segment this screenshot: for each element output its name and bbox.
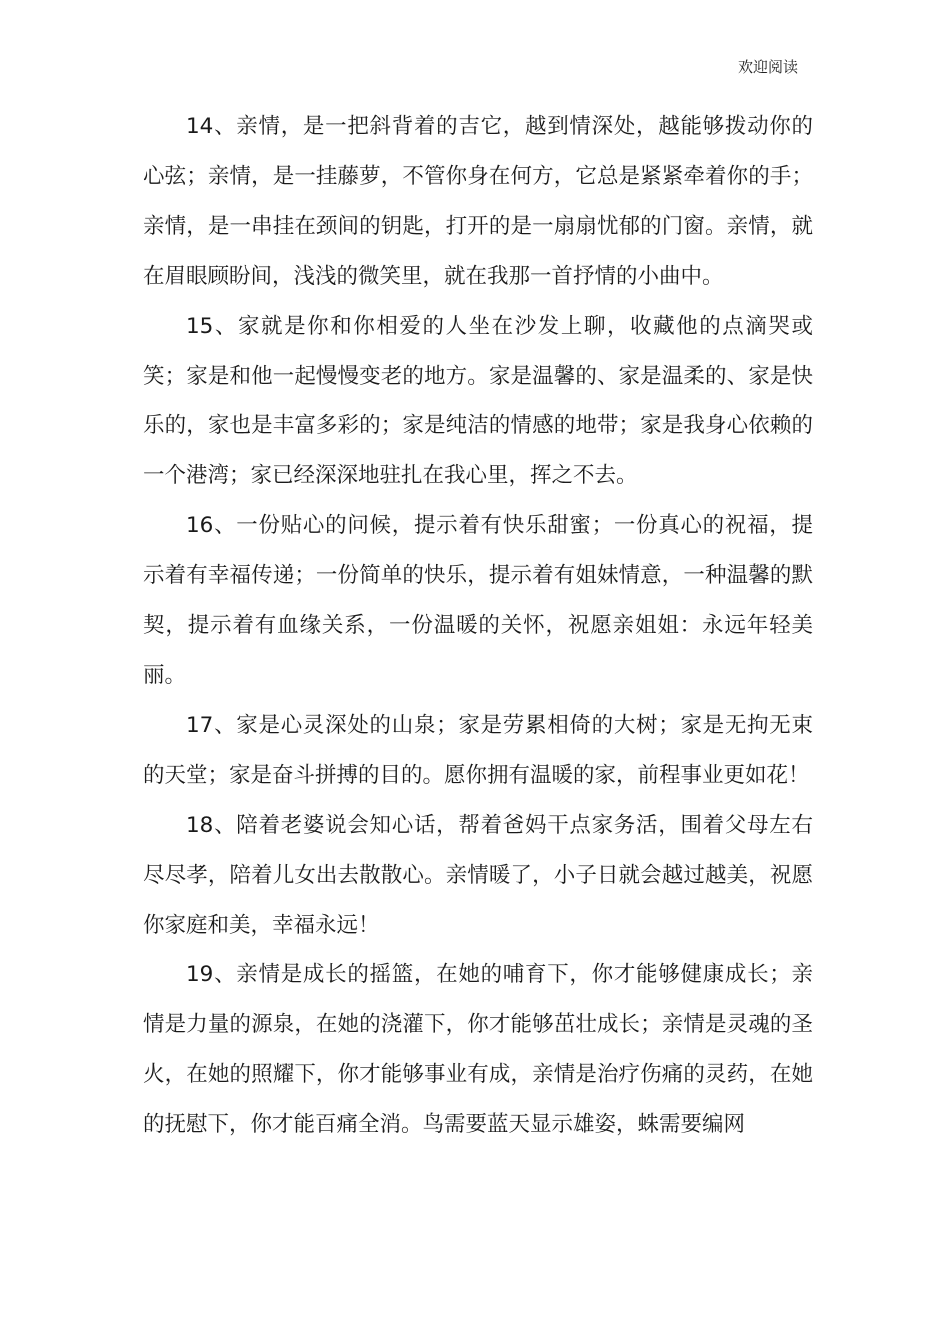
paragraph-17: 17、家是心灵深处的山泉；家是劳累相倚的大树；家是无拘无束的天堂；家是奋斗拼搏的目的。愿你拥有温暖的家，前程事业更如花！	[143, 712, 813, 788]
paragraph-18: 18、陪着老婆说会知心话，帮着爸妈干点家务活，围着父母左右尽尽孝，陪着儿女出去散散心。亲情暖了，小子日就会越过越美，祝愿你家庭和美，幸福永远！	[143, 812, 813, 938]
paragraph-14: 14、亲情，是一把斜背着的吉它，越到情深处，越能够拨动你的心弦；亲情，是一挂藤萝，不管你身在何方，它总是紧紧牵着你的手；亲情，是一串挂在颈间的钥匙，打开的是一扇扇忧郁的门窗。亲情，就在眉眼顾盼间，浅浅的微笑里，就在我那一首抒情的小曲中。	[143, 114, 813, 289]
paragraph-19: 19、亲情是成长的摇篮，在她的哺育下，你才能够健康成长；亲情是力量的源泉，在她的浇灌下，你才能够茁壮成长；亲情是灵魂的圣火，在她的照耀下，你才能够事业有成，亲情是治疗伤痛的灵药，在她的抚慰下，你才能百痛全消。鸟需要蓝天显示雄姿，蛛需要编网	[143, 962, 813, 1138]
paragraph-16: 16、一份贴心的问候，提示着有快乐甜蜜；一份真心的祝福，提示着有幸福传递；一份简单的快乐，提示着有姐妹情意，一种温馨的默契，提示着有血缘关系，一份温暖的关怀，祝愿亲姐姐：永远年轻美丽。	[143, 513, 813, 688]
paragraph-15: 15、家就是你和你相爱的人坐在沙发上聊，收藏他的点滴哭或笑；家是和他一起慢慢变老的地方。家是温馨的、家是温柔的、家是快乐的，家也是丰富多彩的；家是纯洁的情感的地带；家是我身心依赖的一个港湾；家已经深深地驻扎在我心里，挥之不去。	[143, 313, 813, 489]
page-header: 欢迎阅读	[737, 58, 798, 76]
document-body	[143, 102, 813, 1150]
